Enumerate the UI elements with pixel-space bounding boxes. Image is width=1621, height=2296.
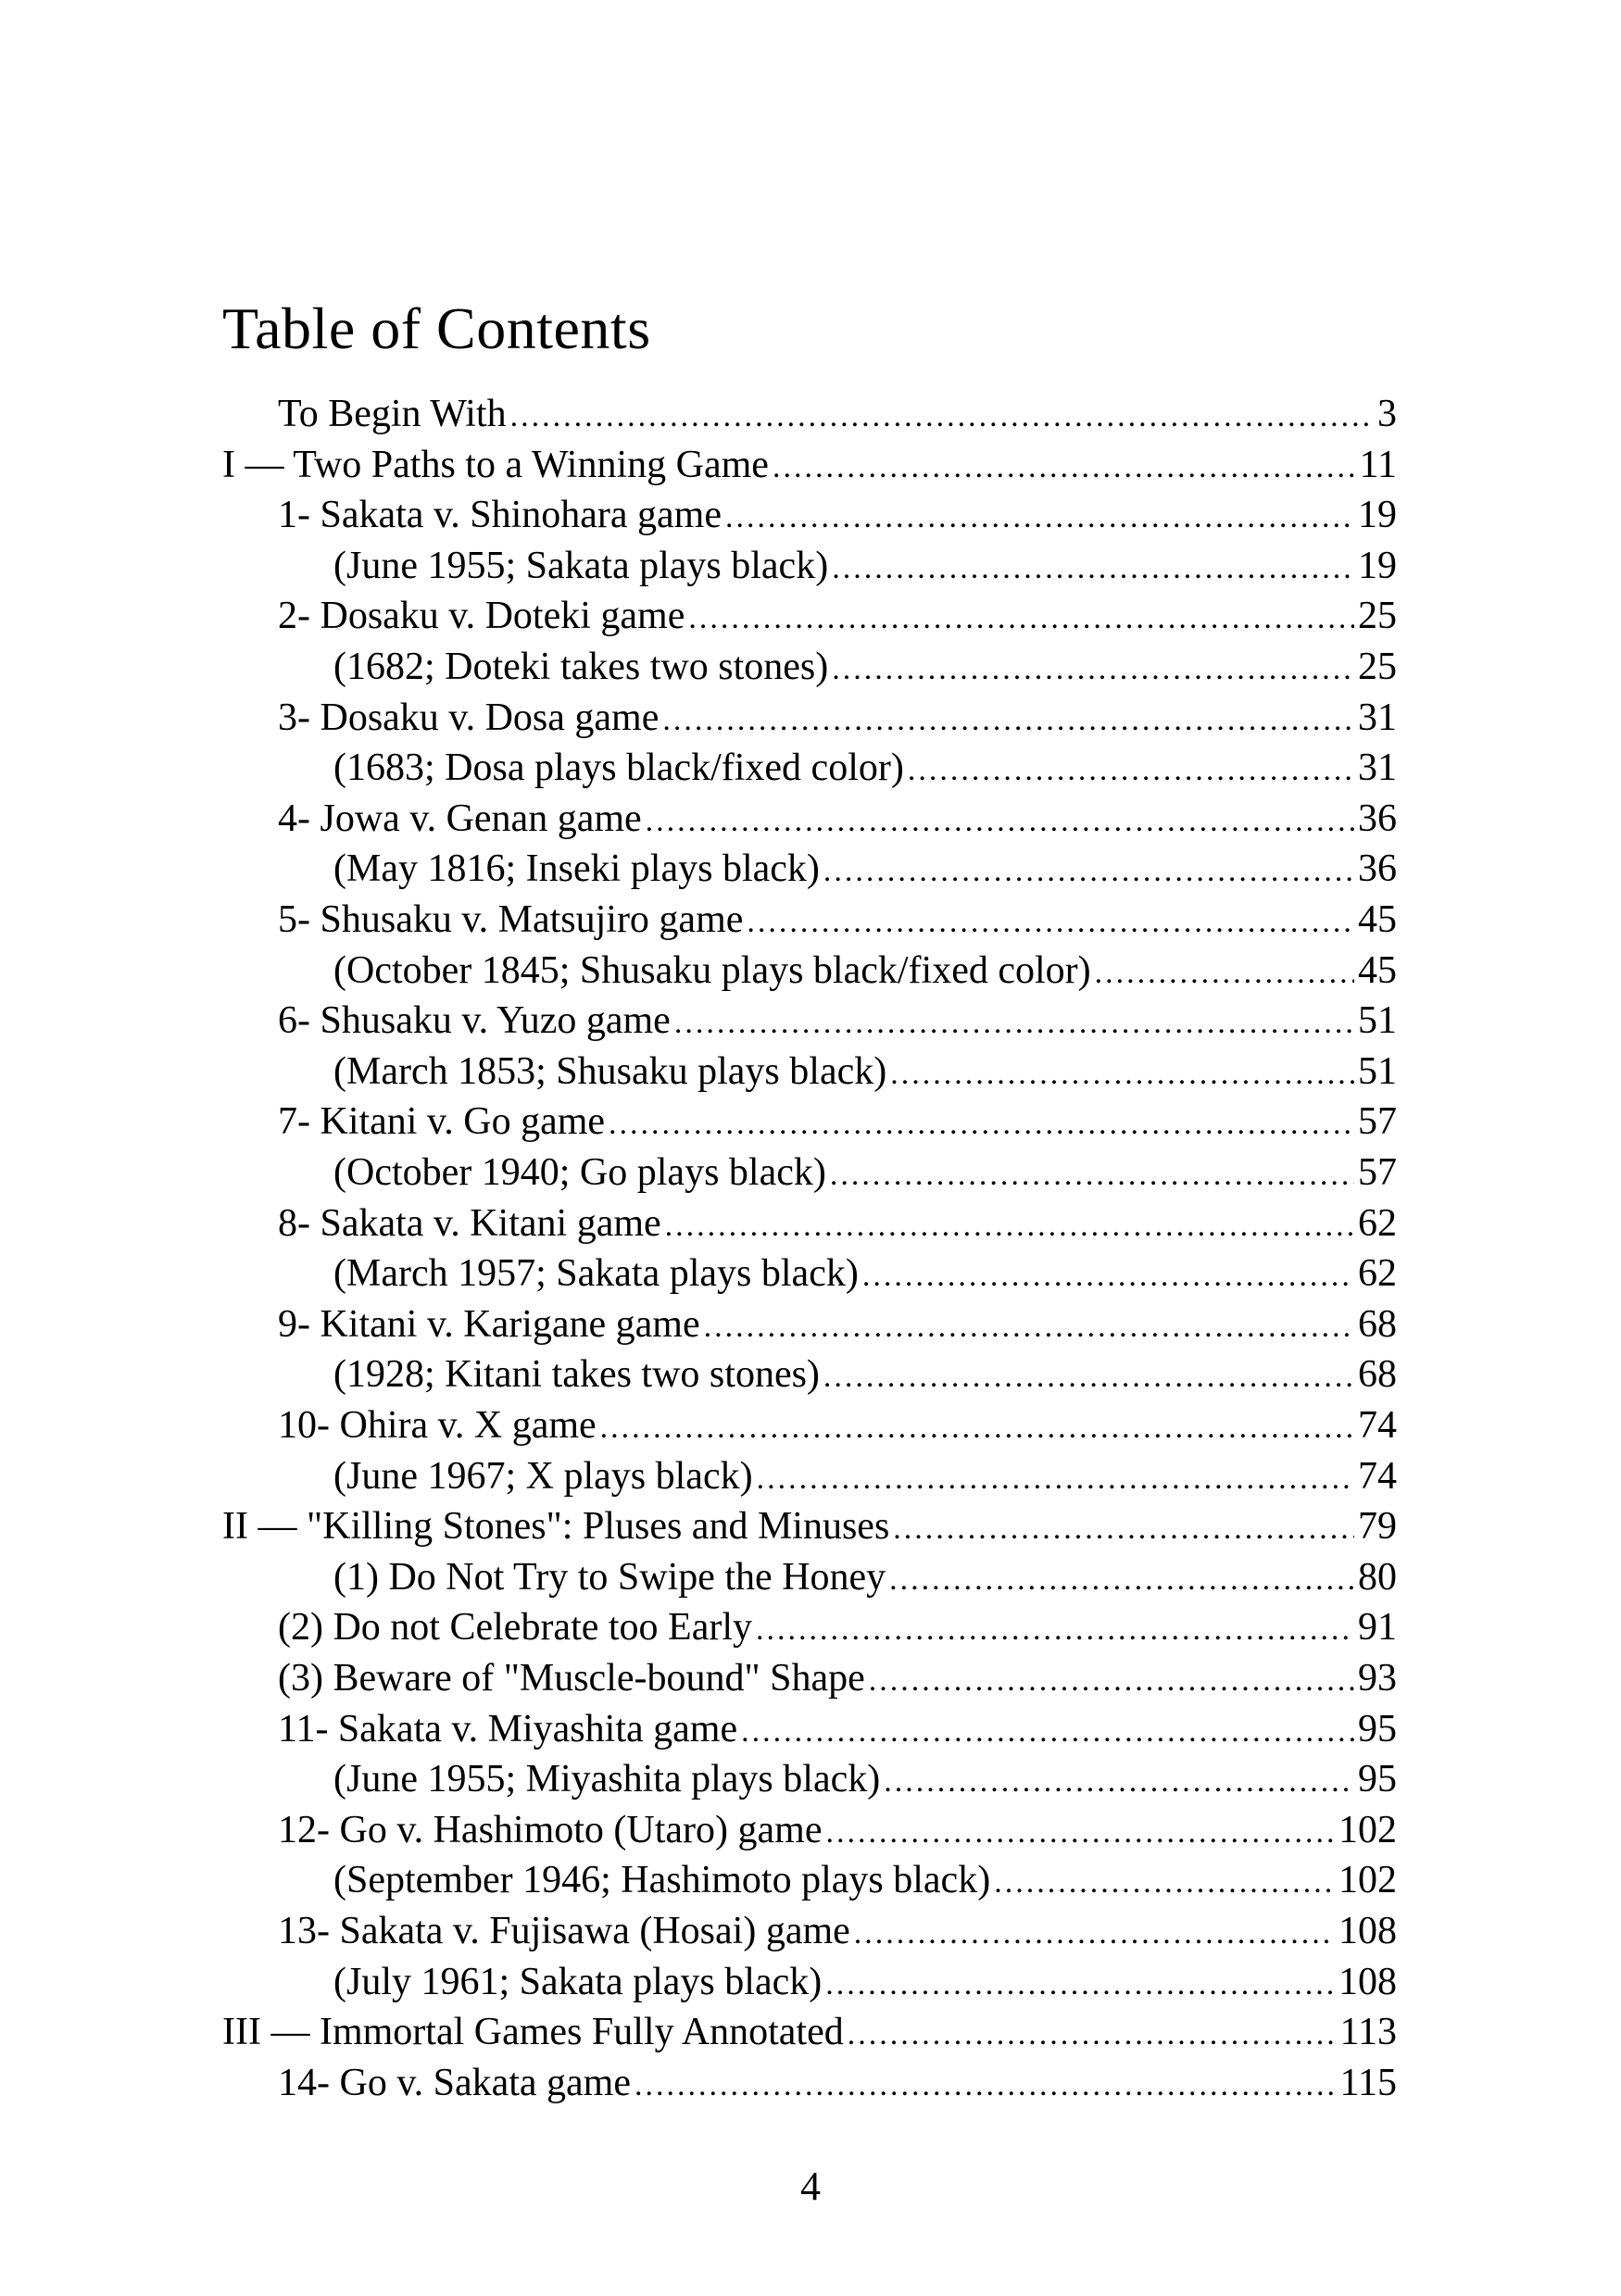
dot-leader	[741, 1707, 1354, 1754]
page-number: 4	[800, 2164, 821, 2209]
dot-leader	[869, 1656, 1354, 1703]
toc-entry	[333, 1248, 1397, 1299]
toc-entry	[278, 895, 1397, 945]
toc-entry-label: (June 1955; Miyashita plays black)	[333, 1758, 881, 1801]
toc-entry	[278, 1704, 1397, 1754]
toc-entry-page: 95	[1358, 1707, 1397, 1750]
toc-entry	[333, 946, 1397, 996]
toc-entry-page: 68	[1358, 1353, 1397, 1397]
toc-entry	[333, 1349, 1397, 1399]
dot-leader	[1095, 948, 1354, 996]
toc-entry	[278, 490, 1397, 540]
dot-leader	[823, 1352, 1354, 1399]
toc-entry	[333, 844, 1397, 894]
toc-entry-label: 2- Dosaku v. Doteki game	[278, 595, 685, 638]
toc-entry	[333, 1552, 1397, 1602]
toc-entry-label: III — Immortal Games Fully Annotated	[222, 2011, 844, 2054]
toc-entry-page: 19	[1358, 544, 1397, 587]
dot-leader	[854, 1909, 1335, 1956]
toc-entry-page: 74	[1358, 1404, 1397, 1447]
toc-entry	[278, 1400, 1397, 1450]
toc-entry-page: 19	[1358, 494, 1397, 537]
dot-leader	[609, 1099, 1354, 1147]
toc-entry-label: (1928; Kitani takes two stones)	[333, 1353, 820, 1397]
dot-leader	[747, 897, 1354, 945]
toc-entry-page: 62	[1358, 1252, 1397, 1296]
toc-entry-label: 1- Sakata v. Shinohara game	[278, 494, 722, 537]
toc-entry-page: 25	[1358, 646, 1397, 688]
dot-leader	[823, 847, 1354, 894]
toc-entry-page: 36	[1358, 797, 1397, 840]
toc-entry-page: 95	[1358, 1758, 1397, 1801]
toc-entry-page: 3	[1377, 393, 1397, 435]
toc-entry-label: (October 1845; Shusaku plays black/fixed color)	[333, 948, 1091, 992]
toc-entry-label: (March 1957; Sakata plays black)	[333, 1252, 859, 1296]
dot-leader	[889, 1555, 1354, 1602]
toc-entry	[333, 1855, 1397, 1905]
toc-entry-page: 57	[1358, 1151, 1397, 1194]
toc-entry	[222, 440, 1397, 490]
toc-entry-page: 91	[1358, 1606, 1397, 1650]
toc-entry-label: To Begin With	[278, 393, 507, 435]
dot-leader	[908, 746, 1354, 793]
toc-entry-label: 10- Ohira v. X game	[278, 1404, 597, 1447]
toc-entry	[278, 1299, 1397, 1349]
toc-entry	[278, 1198, 1397, 1248]
dot-leader	[635, 2061, 1337, 2108]
dot-leader	[510, 392, 1374, 439]
dot-leader	[646, 797, 1354, 844]
dot-leader	[994, 1858, 1335, 1905]
toc-entry-page: 31	[1358, 747, 1397, 790]
toc-entry-label: (1683; Dosa plays black/fixed color)	[333, 747, 904, 790]
toc-entry	[278, 2058, 1397, 2108]
dot-leader	[756, 1605, 1354, 1652]
toc-entry	[333, 541, 1397, 591]
toc-entry-label: (June 1967; X plays black)	[333, 1454, 753, 1498]
toc-entry-label: 5- Shusaku v. Matsujiro game	[278, 898, 744, 941]
dot-leader	[725, 493, 1354, 540]
dot-leader	[665, 1201, 1354, 1248]
toc-entry	[333, 1754, 1397, 1804]
dot-leader	[832, 645, 1354, 692]
toc-entry	[278, 1602, 1397, 1652]
toc-entry-page: 102	[1338, 1859, 1397, 1902]
toc-entry-page: 51	[1358, 1049, 1397, 1093]
toc-entry-label: (May 1816; Inseki plays black)	[333, 847, 820, 891]
toc-entry	[278, 693, 1397, 743]
toc-entry	[278, 1097, 1397, 1147]
toc-entry-label: 13- Sakata v. Fujisawa (Hosai) game	[278, 1910, 850, 1952]
toc-entry	[278, 1653, 1397, 1703]
dot-leader	[704, 1302, 1354, 1349]
toc-entry-page: 31	[1358, 696, 1397, 739]
toc-entry	[222, 2007, 1397, 2057]
toc-entry-page: 62	[1358, 1201, 1397, 1245]
dot-leader	[600, 1403, 1354, 1450]
dot-leader	[830, 1150, 1354, 1198]
toc-entry-page: 115	[1339, 2061, 1397, 2104]
dot-leader	[662, 696, 1354, 743]
dot-leader	[757, 1454, 1354, 1501]
toc-entry	[278, 591, 1397, 641]
toc-entry	[333, 1957, 1397, 2007]
toc-entry-label: 7- Kitani v. Go game	[278, 1100, 606, 1144]
dot-leader	[884, 1757, 1354, 1804]
toc-entry-label: (June 1955; Sakata plays black)	[333, 544, 829, 587]
toc-entry-label: 14- Go v. Sakata game	[278, 2061, 631, 2104]
dot-leader	[688, 594, 1354, 641]
toc-entry-page: 108	[1338, 1910, 1397, 1952]
toc-entry-label: (July 1961; Sakata plays black)	[333, 1960, 823, 2003]
toc-entry	[333, 743, 1397, 793]
toc-entry-page: 68	[1358, 1302, 1397, 1346]
toc-entry-label: 12- Go v. Hashimoto (Utaro) game	[278, 1808, 823, 1851]
toc-entry-label: 3- Dosaku v. Dosa game	[278, 696, 660, 739]
toc-entry-page: 79	[1358, 1505, 1397, 1549]
toc-entry	[333, 1047, 1397, 1097]
toc-entry-page: 80	[1358, 1555, 1397, 1599]
toc-entry	[333, 1451, 1397, 1501]
toc-entry-label: (March 1853; Shusaku plays black)	[333, 1049, 887, 1093]
toc-entry-label: (1) Do Not Try to Swipe the Honey	[333, 1555, 886, 1599]
toc-entry-page: 11	[1359, 443, 1397, 486]
toc-entry	[278, 794, 1397, 844]
dot-leader	[832, 544, 1354, 591]
toc-entry-label: I — Two Paths to a Winning Game	[222, 443, 769, 486]
toc-entry-label: (2) Do not Celebrate too Early	[278, 1606, 752, 1650]
toc-entry	[278, 389, 1397, 439]
page-title: Table of Contents	[222, 295, 651, 361]
toc-entry	[333, 1148, 1397, 1198]
toc-entry	[278, 996, 1397, 1046]
toc-entry-label: II — "Killing Stones": Pluses and Minuses	[222, 1505, 890, 1549]
toc-entry-label: (1682; Doteki takes two stones)	[333, 646, 829, 688]
toc-entry	[278, 1805, 1397, 1855]
toc-entry-page: 74	[1358, 1454, 1397, 1498]
dot-leader	[825, 1808, 1335, 1855]
dot-leader	[848, 2010, 1337, 2057]
dot-leader	[674, 998, 1354, 1046]
dot-leader	[890, 1049, 1354, 1097]
toc-entry-label: 8- Sakata v. Kitani game	[278, 1201, 661, 1245]
toc-entry-label: 9- Kitani v. Karigane game	[278, 1302, 700, 1346]
toc-entry-label: 4- Jowa v. Genan game	[278, 797, 642, 840]
toc-entry-page: 102	[1338, 1808, 1397, 1851]
toc-entry-label: 11- Sakata v. Miyashita game	[278, 1707, 738, 1750]
dot-leader	[773, 443, 1356, 490]
toc-entry-page: 51	[1358, 999, 1397, 1043]
toc-entry-label: 6- Shusaku v. Yuzo game	[278, 999, 671, 1043]
toc-entry-page: 36	[1358, 847, 1397, 891]
toc-entry-label: (October 1940; Go plays black)	[333, 1151, 826, 1194]
dot-leader	[825, 1960, 1335, 2007]
toc-entry-page: 93	[1358, 1657, 1397, 1700]
dot-leader	[862, 1251, 1354, 1299]
toc-entry-page: 45	[1358, 898, 1397, 941]
toc-entry-label: (3) Beware of "Muscle-bound" Shape	[278, 1657, 865, 1700]
toc-entry-page: 25	[1358, 595, 1397, 638]
toc-entry-page: 57	[1358, 1100, 1397, 1144]
toc-entry-page: 108	[1338, 1960, 1397, 2003]
toc-entry-label: (September 1946; Hashimoto plays black)	[333, 1859, 991, 1902]
dot-leader	[893, 1504, 1354, 1551]
toc-entry-page: 113	[1339, 2011, 1397, 2054]
toc-entry	[333, 642, 1397, 692]
toc-entry-page: 45	[1358, 948, 1397, 992]
toc-entry	[278, 1906, 1397, 1956]
toc-entry	[222, 1501, 1397, 1551]
